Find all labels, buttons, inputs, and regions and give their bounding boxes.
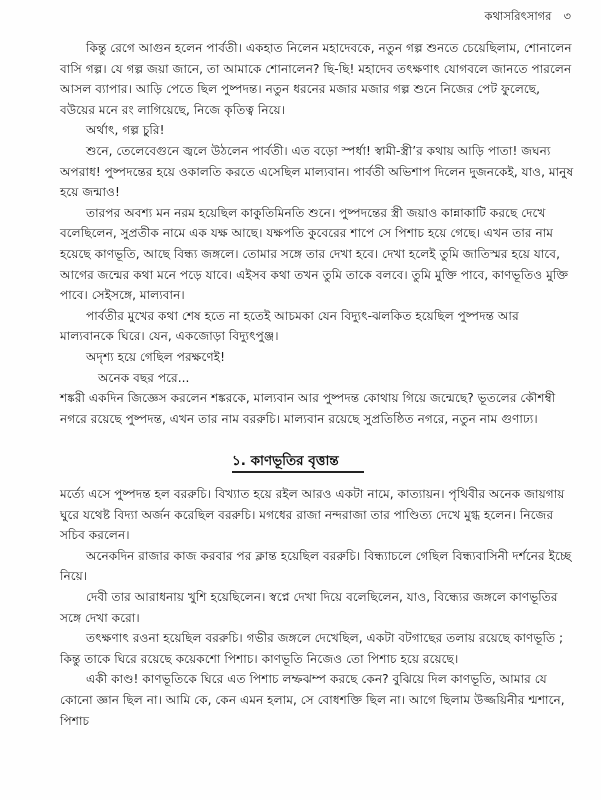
- running-header: [485, 8, 571, 27]
- paragraph: অনেক বছর পরে...: [98, 370, 190, 385]
- section-heading: ১. কাণভূতির বৃত্তান্ত: [232, 453, 339, 469]
- paragraph: শঙ্করী একদিন জিজ্ঞেস করলেন শঙ্করকে, মাল্যবান আর পুষ্পদন্ত কোথায় গিয়ে জন্মেছে? ভূতলের কৌশম্বী নগরে রয়েছে পুষ্পদন্ত, এখন তার নাম বররুচি। মাল্যবান রয়েছে সুপ্রতিষ্ঠিত নগরে, নতুন নাম গুণাঢ্য।: [60, 391, 556, 426]
- paragraph: অদৃশ্য হয়ে গেছিল পরক্ষণেই!: [86, 349, 226, 364]
- paragraph: কিন্তু রেগে আগুন হলেন পার্বতী। একহাত নিলেন মহাদেবকে, নতুন গল্প শুনতে চেয়েছিলাম, শোনালেন বাসি গল্প। যে গল্প জয়া জানে, তা আমাকে শোনালেন? ছি-ছি! মহাদেব তৎক্ষণাৎ যোগবলে জানতে পারলেন আসল ব্যাপার। আড়ি পেতে ছিল পুষ্পদন্ত। নতুন ধরনের মজার মজার গল্প শুনে নিজের পেট ফুলেছে, বউয়ের মনে রং লাগিয়েছে, নিজে কৃতিত্ব নিয়ে।: [60, 41, 572, 117]
- header-title: কথাসরিৎসাগর: [484, 9, 552, 23]
- page-number: ৩: [563, 9, 571, 23]
- paragraph: দেবী তার আরাধনায় খুশি হয়েছিলেন। স্বপ্নে দেখা দিয়ে বলেছিলেন, যাও, বিন্ধ্যের জঙ্গলে কাণভূতির সঙ্গে দেখা করো।: [60, 589, 558, 625]
- paragraph: পার্বতীর মুখের কথা শেষ হতে না হতেই আচমকা যেন বিদ্যুৎ-ঝলকিত হয়েছিল পুষ্পদন্ত আর মাল্যবানকে ঘিরে। যেন, একজোড়া বিদ্যুৎপুঞ্জ।: [60, 308, 519, 344]
- paragraph: অর্থাৎ, গল্প চুরি!: [86, 123, 165, 138]
- paragraph: তৎক্ষণাৎ রওনা হয়েছিল বররুচি। গভীর জঙ্গলে দেখেছিল, একটা বটগাছের তলায় রয়েছে কাণভূতি ; কিন্তু তাকে ঘিরে রয়েছে কয়েকশো পিশাচ। কাণভূতি নিজেও তো পিশাচ হয়ে রয়েছে।: [60, 631, 564, 666]
- paragraph: একী কাণ্ড! কাণভূতিকে ঘিরে এত পিশাচ লম্ফঝম্প করছে কেন? বুঝিয়ে দিল কাণভূতি, আমার যে কোনো জ্ঞান ছিল না। আমি কে, কেন এমন হলাম, সে বোধশক্তি ছিল না। আগে ছিলাম উজ্জয়িনীর শ্মশানে, পিশাচ: [60, 672, 565, 728]
- story-body-top: [60, 38, 575, 429]
- paragraph: অনেকদিন রাজার কাজ করবার পর ক্লান্ত হয়েছিল বররুচি। বিন্ধ্যাচলে গেছিল বিন্ধ্যবাসিনী দর্শনের ইচ্ছে নিয়ে।: [60, 548, 572, 584]
- paragraph: মর্ত্যে এসে পুষ্পদন্ত হল বররুচি। বিখ্যাত হয়ে রইল আরও একটা নামে, কাত্যায়ন। পৃথিবীর অনেক জায়গায় ঘুরে যথেষ্ট বিদ্যা অর্জন করেছিল বররুচি। মগধের রাজা নন্দরাজা তার পাণ্ডিত্য দেখে মুগ্ধ হলেন। নিজের সচিব করলেন।: [60, 487, 565, 543]
- section-underline: [232, 471, 364, 473]
- paragraph: তারপর অবশ্য মন নরম হয়েছিল কাকুতিমিনতি শুনে। পুষ্পদন্তের স্ত্রী জয়াও কান্নাকাটি করছে দেখে বলেছিলেন, সুপ্রতীক নামে এক যক্ষ আছে। যক্ষপতি কুবেরের শাপে সে পিশাচ হয়ে গেছে। এখন তার নাম হয়েছে কাণভূতি, আছে বিন্ধ্য জঙ্গলে। তোমার সঙ্গে তার দেখা হবে। দেখা হলেই তুমি জাতিস্মর হয়ে যাবে, আগের জন্মের কথা মনে পড়ে যাবে। এইসব কথা তখন তুমি তাকে বলবে। তুমি মুক্তি পাবে, কাণভূতিও মুক্তি পাবে। সেইসঙ্গে, মাল্যবান।: [60, 205, 569, 303]
- paragraph: শুনে, তেলেবেগুনে জ্বলে উঠলেন পার্বতী। এত বড়ো স্পর্ধা! স্বামী-স্ত্রী’র কথায় আড়ি পাতা! জঘন্য অপরাধ! পুষ্পদন্তের হয়ে ওকালতি করতে এসেছিল মাল্যবান। পার্বতী অভিশাপ দিলেন দুজনকেই, যাও, মানুষ হয়ে জন্মাও!: [60, 143, 574, 200]
- story-body-bottom: [60, 484, 575, 731]
